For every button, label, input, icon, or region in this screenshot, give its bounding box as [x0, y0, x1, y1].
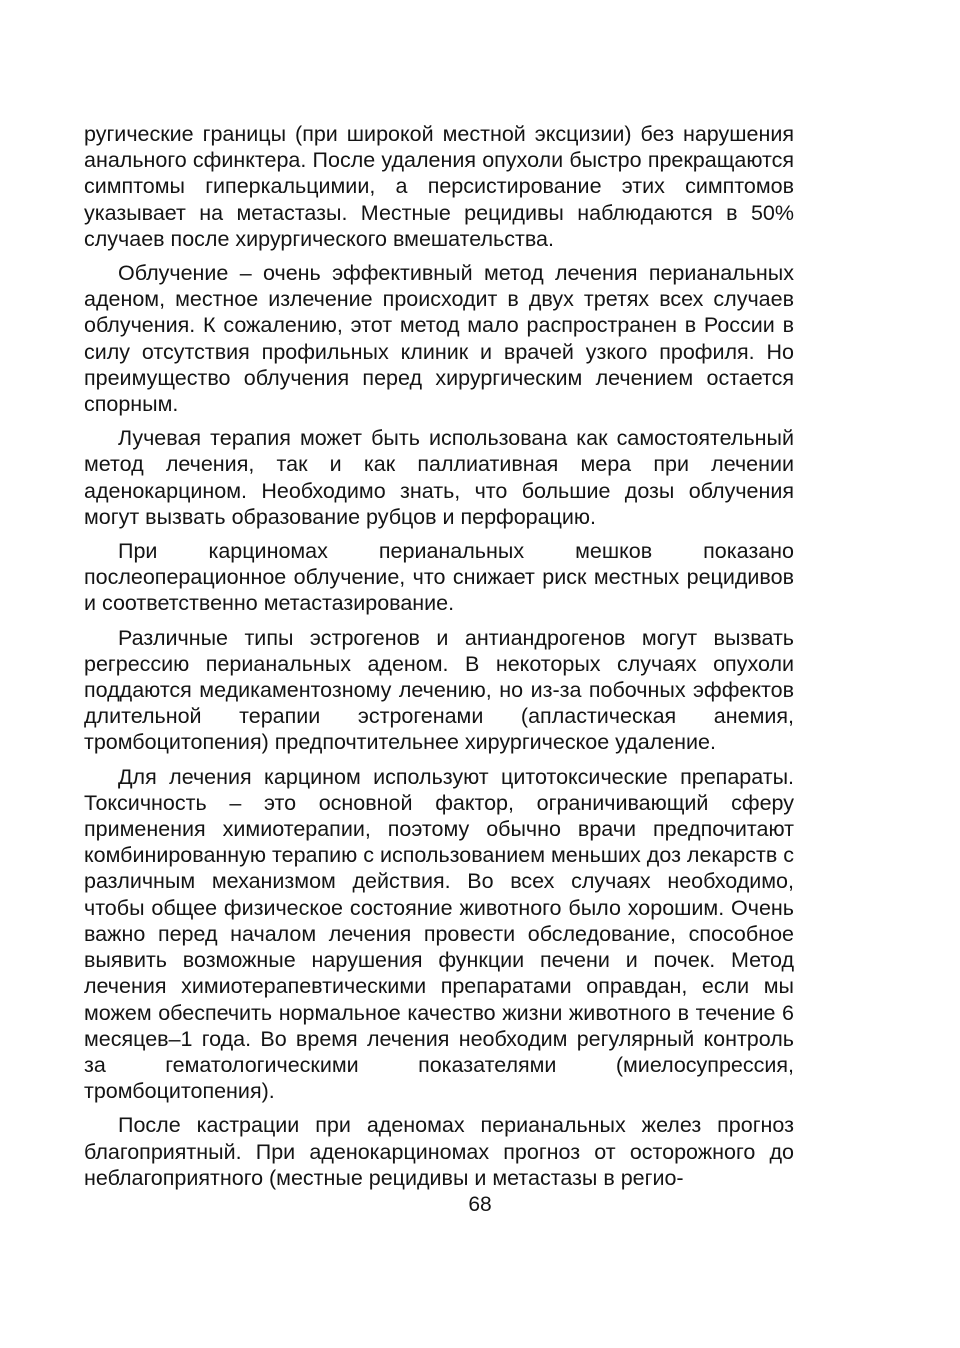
paragraph-7: После кастрации при аденомах перианальных желез прогноз благоприятный. При аденокарциномах прогноз от осторожного до неблагоприятного (местные рецидивы и метастазы в регио-: [84, 1113, 794, 1190]
paragraph-2: Облучение – очень эффективный метод лечения перианальных аденом, местное излечение происходит в двух третях всех случаев облучения. К сожалению, этот метод мало распространен в России в силу отсутствия профильных клиник и врачей узкого профиля. Но преимущество облучения перед хирургическим лечением остается спорным.: [84, 261, 794, 417]
page-number: 68: [468, 1193, 492, 1216]
paragraph-4: При карциномах перианальных мешков показано послеоперационное облучение, что снижает риск местных рецидивов и соответственно метастазирование.: [84, 539, 794, 616]
body-text: [84, 121, 794, 1199]
paragraph-3: Лучевая терапия может быть использована как самостоятельный метод лечения, так и как паллиативная мера при лечении аденокарцином. Необходимо знать, что большие дозы облучения могут вызвать образование рубцов и перфорацию.: [84, 426, 794, 529]
paragraph-1: ругические границы (при широкой местной эксцизии) без нарушения анального сфинктера. После удаления опухоли быстро прекращаются симптомы гиперкальцимии, а персистирование этих симптомов указывает на метастазы. Местные рецидивы наблюдаются в 50% случаев после хирургического вмешательства.: [84, 122, 794, 251]
paragraph-5: Различные типы эстрогенов и антиандрогенов могут вызвать регрессию перианальных аденом. В некоторых случаях опухоли поддаются медикаментозному лечению, но из-за побочных эффектов длительной терапии эстрогенами (апластическая анемия, тромбоцитопения) предпочтительнее хирургическое удаление.: [84, 625, 794, 755]
paragraph-6: Для лечения карцином используют цитотоксические препараты. Токсичность – это основной фактор, ограничивающий сферу применения химиотерапии, поэтому обычно врачи предпочитают комбинированную терапию с использованием меньших доз лекарств с различным механизмом действия. Во всех случаях необходимо, чтобы общее физическое состояние животного было хорошим. Очень важно перед началом лечения провести обследование, способное выявить возможные нарушения функции печени и почек. Метод лечения химиотерапевтическими препаратами оправдан, если мы можем обеспечить нормальное качество жизни животного в течение 6 месяцев–1 года. Во время лечения необходим регулярный контроль за гематологическими показателями (миелосупрессия, тромбоцитопения).: [84, 764, 794, 1104]
